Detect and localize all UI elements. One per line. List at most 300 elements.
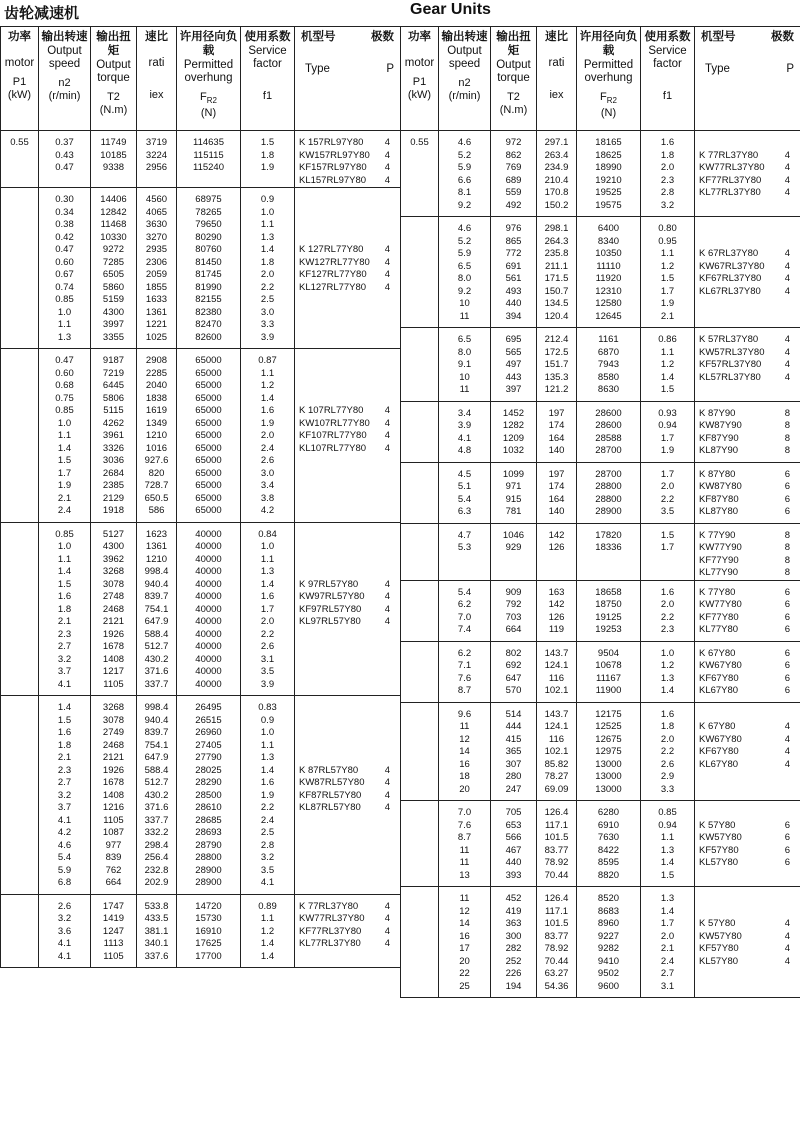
- overhung-value: 40000: [195, 591, 222, 602]
- speed-cell: [439, 702, 491, 801]
- speed-value: 0.75: [55, 392, 74, 404]
- model-poles: 6: [784, 624, 790, 635]
- overhung-value: 15730: [195, 913, 222, 924]
- model-poles: 6: [784, 819, 790, 831]
- torque-value: 2468: [102, 603, 125, 615]
- header-motor: 功率 motor P1 (kW): [401, 27, 439, 131]
- ratio-value: 121.2: [544, 384, 569, 395]
- service-value: 2.8: [260, 839, 275, 851]
- torque-value: 247: [505, 783, 522, 795]
- model-item: [299, 257, 400, 270]
- model-type: K 77Y80: [699, 586, 736, 598]
- overhung-value: 28700: [595, 445, 622, 456]
- model-type: KF107RL77Y80: [299, 430, 367, 441]
- overhung-value: 68975: [195, 194, 222, 205]
- model-poles: 6: [784, 844, 790, 856]
- ratio-value: 1221: [145, 319, 168, 330]
- model-cell: [695, 523, 800, 580]
- ratio-value: 1633: [145, 294, 168, 305]
- speed-value: 1.8: [57, 603, 72, 615]
- overhung-value: 8960: [597, 918, 620, 929]
- service-value: 2.2: [260, 281, 275, 293]
- service-value: 1.4: [260, 244, 275, 255]
- model-poles: 4: [784, 733, 790, 745]
- speed-value: 1.4: [57, 566, 72, 577]
- model-poles: 4: [384, 174, 390, 186]
- model-item: [699, 759, 800, 772]
- model-poles: 4: [384, 244, 390, 255]
- service-value: 2.0: [260, 430, 275, 441]
- speed-value: 9.6: [457, 708, 472, 720]
- service-value: 1.7: [660, 432, 675, 444]
- speed-value: 14: [459, 746, 470, 757]
- model-type: KL77RL37Y80: [299, 938, 361, 949]
- service-value: 1.2: [260, 925, 275, 937]
- ratio-value: 340.1: [144, 938, 169, 949]
- motor-power-cell: [401, 328, 439, 402]
- ratio-value: 371.6: [144, 666, 169, 677]
- overhung-value: 8340: [597, 235, 620, 247]
- model-item: [699, 420, 800, 433]
- service-value: 1.0: [260, 541, 275, 552]
- torque-value: 440: [505, 298, 522, 309]
- torque-value: 6505: [102, 269, 125, 280]
- model-item: [699, 530, 800, 543]
- overhung-value: 12175: [595, 708, 622, 720]
- ratio-value: 54.36: [544, 980, 569, 992]
- overhung-value: 1161: [598, 334, 619, 345]
- overhung-value: 18336: [595, 542, 622, 553]
- model-type: K 57Y80: [699, 918, 736, 929]
- model-poles: 4: [784, 359, 790, 370]
- service-value: 1.1: [260, 913, 275, 924]
- torque-cell: [491, 217, 537, 328]
- service-value: 1.3: [260, 231, 275, 243]
- ratio-value: 998.4: [144, 702, 169, 713]
- ratio-cell: [137, 131, 177, 188]
- ratio-value: 2306: [145, 256, 168, 268]
- gear-table-right: [400, 26, 800, 998]
- torque-value: 839: [105, 852, 122, 863]
- torque-value: 12842: [100, 206, 127, 218]
- service-value: 1.8: [660, 149, 675, 161]
- model-poles: 4: [784, 285, 790, 297]
- torque-value: 689: [505, 174, 522, 186]
- ratio-value: 371.6: [144, 802, 169, 813]
- torque-cell: [491, 131, 537, 217]
- overhung-cell: [177, 522, 241, 696]
- overhung-value: 13000: [595, 783, 622, 795]
- model-poles: 4: [384, 281, 390, 293]
- overhung-value: 18750: [595, 599, 622, 610]
- model-poles: 4: [784, 346, 790, 358]
- torque-value: 2121: [102, 752, 125, 763]
- model-type: KW77Y90: [699, 542, 742, 553]
- ratio-value: 101.5: [544, 832, 569, 843]
- model-type: KF87RL57Y80: [299, 789, 362, 801]
- torque-value: 440: [505, 857, 522, 868]
- ratio-value: 298.1: [544, 223, 569, 234]
- model-cell: [295, 131, 401, 188]
- header-model: 机型号 极数 Type P: [295, 27, 401, 131]
- ratio-value: 332.2: [144, 827, 169, 838]
- model-item: [699, 832, 800, 845]
- model-poles: 6: [784, 672, 790, 684]
- motor-power-cell: [401, 580, 439, 641]
- ratio-value: 170.8: [544, 187, 569, 198]
- torque-cell: [91, 349, 137, 523]
- model-poles: 4: [384, 925, 390, 937]
- model-type: KF157RL97Y80: [299, 162, 367, 173]
- model-type: K 157RL97Y80: [299, 137, 364, 148]
- model-poles: 4: [384, 405, 390, 416]
- model-poles: 4: [384, 777, 390, 788]
- model-type: KW67RL37Y80: [699, 260, 765, 272]
- model-poles: 4: [784, 943, 790, 954]
- model-type: KF77RL37Y80: [299, 925, 362, 937]
- speed-value: 5.9: [57, 864, 72, 876]
- service-value: 0.95: [658, 235, 677, 247]
- torque-cell: [491, 401, 537, 462]
- overhung-value: 40000: [195, 653, 222, 665]
- model-item: [699, 660, 800, 673]
- service-cell: [641, 462, 695, 523]
- service-cell: [641, 641, 695, 702]
- torque-cell: [491, 641, 537, 702]
- service-value: 0.84: [258, 528, 277, 540]
- model-poles: 6: [784, 857, 790, 868]
- overhung-value: 40000: [195, 678, 222, 690]
- overhung-value: 79650: [195, 219, 222, 230]
- overhung-value: 6910: [597, 819, 620, 831]
- model-type: KF57Y80: [699, 844, 739, 856]
- overhung-value: 16910: [195, 925, 222, 937]
- torque-value: 1408: [102, 653, 125, 665]
- service-value: 2.3: [660, 174, 675, 186]
- speed-value: 1.8: [57, 739, 72, 751]
- model-poles: 6: [784, 599, 790, 610]
- model-poles: 6: [784, 611, 790, 623]
- torque-value: 1678: [102, 641, 125, 652]
- model-type: KW107RL77Y80: [299, 417, 370, 429]
- ratio-value: 4560: [145, 194, 168, 205]
- overhung-value: 9600: [597, 980, 620, 992]
- service-value: 3.5: [260, 864, 275, 876]
- model-cell: [695, 401, 800, 462]
- model-item: [699, 261, 800, 274]
- service-value: 1.5: [660, 529, 675, 541]
- group-row: [1, 131, 401, 188]
- header-motor: 功率 motor P1 (kW): [1, 27, 39, 131]
- speed-value: 0.47: [55, 355, 74, 366]
- speed-value: 4.8: [457, 445, 472, 456]
- speed-value: 0.68: [55, 380, 74, 391]
- ratio-value: 174: [548, 481, 565, 492]
- group-row: [401, 887, 800, 998]
- ratio-value: 83.77: [544, 844, 569, 856]
- ratio-value: 1016: [145, 442, 168, 454]
- model-item: [699, 494, 800, 507]
- speed-value: 2.1: [57, 492, 72, 504]
- speed-value: 4.1: [57, 950, 72, 962]
- overhung-value: 114635: [193, 137, 224, 148]
- speed-value: 3.2: [57, 913, 72, 924]
- torque-value: 565: [505, 346, 522, 358]
- model-item: [699, 587, 800, 600]
- model-item: [699, 359, 800, 372]
- model-item: [699, 612, 800, 625]
- overhung-value: 115240: [193, 162, 224, 173]
- overhung-value: 12975: [595, 746, 622, 757]
- overhung-value: 65000: [195, 392, 222, 404]
- overhung-value: 65000: [195, 455, 222, 466]
- ratio-cell: [137, 188, 177, 349]
- service-value: 1.1: [660, 346, 675, 358]
- ratio-value: 140: [548, 445, 565, 456]
- service-value: 2.0: [260, 269, 275, 280]
- model-item: [299, 175, 400, 188]
- header-torque: 输出扭矩 Output torque T2 (N.m): [491, 27, 537, 131]
- model-item: [699, 555, 800, 568]
- speed-value: 0.85: [55, 405, 74, 416]
- model-item: [299, 604, 400, 617]
- model-item: [699, 372, 800, 385]
- motor-power-cell: [1, 349, 39, 523]
- torque-value: 5159: [102, 294, 125, 305]
- ratio-value: 3719: [145, 137, 168, 148]
- model-poles: 4: [784, 371, 790, 383]
- overhung-value: 40000: [195, 553, 222, 565]
- service-value: 2.2: [660, 746, 675, 757]
- overhung-value: 40000: [195, 528, 222, 540]
- model-poles: 4: [384, 149, 390, 161]
- ratio-value: 1025: [145, 331, 168, 343]
- overhung-value: 65000: [195, 367, 222, 379]
- ratio-value: 3630: [145, 219, 168, 230]
- speed-value: 5.9: [457, 162, 472, 173]
- torque-value: 9338: [102, 162, 125, 173]
- overhung-value: 17700: [195, 950, 222, 962]
- speed-cell: [39, 522, 91, 696]
- service-value: 3.0: [260, 467, 275, 479]
- table-body: [401, 131, 800, 998]
- torque-value: 802: [505, 647, 522, 659]
- model-type: KF77Y90: [699, 554, 739, 566]
- ratio-value: 2040: [145, 380, 168, 391]
- service-value: 1.3: [660, 844, 675, 856]
- torque-value: 692: [505, 660, 522, 671]
- service-value: 2.5: [260, 294, 275, 305]
- model-poles: 4: [784, 162, 790, 173]
- model-poles: 4: [784, 955, 790, 967]
- speed-value: 0.30: [55, 194, 74, 205]
- model-poles: 4: [384, 603, 390, 615]
- ratio-value: 197: [548, 468, 565, 480]
- overhung-value: 9502: [597, 968, 620, 979]
- model-type: KL67Y80: [699, 758, 739, 770]
- service-value: 0.94: [658, 819, 677, 831]
- torque-value: 397: [505, 384, 522, 395]
- model-type: KW87Y90: [699, 420, 742, 431]
- overhung-value: 26495: [195, 702, 222, 713]
- service-value: 3.3: [260, 319, 275, 330]
- motor-power-cell: 0.55: [401, 131, 439, 217]
- model-cell: [295, 188, 401, 349]
- header-model: 机型号 极数 Type P: [695, 27, 800, 131]
- speed-value: 6.5: [457, 260, 472, 272]
- model-item: [299, 137, 400, 150]
- service-value: 1.9: [260, 789, 275, 801]
- model-item: [699, 734, 800, 747]
- group-row: [401, 131, 800, 217]
- model-type: KF87Y90: [699, 432, 739, 444]
- model-item: [699, 506, 800, 519]
- model-item: [299, 282, 400, 295]
- overhung-value: 82380: [195, 306, 222, 318]
- model-item: [299, 162, 400, 175]
- model-poles: 4: [384, 162, 390, 173]
- torque-value: 1113: [103, 938, 124, 949]
- overhung-value: 9410: [597, 955, 620, 967]
- service-value: 1.6: [260, 405, 275, 416]
- model-poles: 4: [384, 430, 390, 441]
- speed-value: 3.2: [57, 789, 72, 801]
- overhung-cell: [177, 349, 241, 523]
- torque-value: 11468: [100, 219, 127, 230]
- model-type: KW57RL37Y80: [699, 346, 765, 358]
- group-row: [401, 523, 800, 580]
- speed-value: 3.4: [457, 407, 472, 419]
- ratio-value: 2956: [145, 162, 168, 173]
- speed-value: 4.1: [57, 678, 72, 690]
- speed-cell: [439, 328, 491, 402]
- service-value: 3.5: [660, 506, 675, 517]
- model-item: [299, 777, 400, 790]
- torque-value: 4300: [102, 306, 125, 318]
- service-value: 1.8: [260, 256, 275, 268]
- model-poles: 4: [784, 721, 790, 732]
- torque-cell: [491, 887, 537, 998]
- torque-value: 3962: [102, 553, 125, 565]
- overhung-value: 40000: [195, 541, 222, 552]
- model-poles: 4: [384, 442, 390, 454]
- ratio-value: 4065: [145, 206, 168, 218]
- ratio-value: 164: [548, 493, 565, 505]
- service-value: 1.4: [660, 857, 675, 868]
- speed-value: 6.2: [457, 647, 472, 659]
- ratio-value: 433.5: [144, 913, 169, 924]
- overhung-value: 28900: [195, 864, 222, 876]
- service-cell: [241, 131, 295, 188]
- overhung-cell: [577, 702, 641, 801]
- model-type: KW67Y80: [699, 733, 742, 745]
- model-cell: [695, 801, 800, 887]
- service-value: 3.4: [260, 480, 275, 491]
- speed-value: 5.4: [457, 586, 472, 598]
- model-item: [299, 616, 400, 629]
- ratio-value: 232.8: [144, 864, 169, 876]
- overhung-value: 78265: [195, 206, 222, 218]
- speed-cell: [439, 131, 491, 217]
- service-value: 1.5: [260, 137, 275, 148]
- service-value: 2.4: [260, 814, 275, 826]
- model-poles: 4: [784, 149, 790, 161]
- speed-value: 12: [459, 905, 470, 917]
- model-poles: 8: [784, 420, 790, 431]
- speed-value: 0.74: [55, 281, 74, 293]
- speed-cell: [439, 801, 491, 887]
- header-speed: 输出转速 Output speed n2 (r/min): [439, 27, 491, 131]
- model-poles: 4: [384, 616, 390, 627]
- ratio-value: 1838: [145, 392, 168, 404]
- service-value: 1.5: [660, 869, 675, 881]
- overhung-value: 8683: [597, 905, 620, 917]
- ratio-value: 588.4: [144, 628, 169, 640]
- service-value: 1.4: [260, 938, 275, 949]
- ratio-value: 586: [148, 505, 165, 516]
- speed-value: 20: [459, 783, 470, 795]
- speed-value: 5.4: [57, 852, 72, 863]
- overhung-value: 65000: [195, 442, 222, 454]
- service-value: 1.1: [660, 832, 675, 843]
- ratio-value: 85.82: [544, 758, 569, 770]
- model-poles: 4: [784, 260, 790, 272]
- service-value: 1.7: [660, 285, 675, 297]
- speed-value: 0.85: [55, 294, 74, 305]
- ratio-value: 512.7: [144, 641, 169, 652]
- ratio-value: 69.09: [544, 783, 569, 795]
- speed-value: 6.8: [57, 877, 72, 888]
- ratio-value: 430.2: [144, 789, 169, 801]
- group-row: [1, 522, 401, 696]
- header-torque: 输出扭矩 Output torque T2 (N.m): [91, 27, 137, 131]
- speed-cell: [39, 894, 91, 968]
- torque-value: 10185: [100, 149, 127, 161]
- ratio-value: 754.1: [144, 603, 169, 615]
- overhung-value: 65000: [195, 405, 222, 416]
- model-cell: [695, 702, 800, 801]
- ratio-value: 63.27: [544, 968, 569, 979]
- service-value: 1.5: [660, 384, 675, 395]
- header-overhung: 许用径向负载 Permitted overhung $F_{R2}$ (N): [577, 27, 641, 131]
- model-cell: [695, 328, 800, 402]
- model-poles: 4: [784, 174, 790, 186]
- torque-cell: [91, 894, 137, 968]
- ratio-value: 211.1: [544, 260, 569, 272]
- ratio-value: 263.4: [544, 149, 569, 161]
- service-value: 2.7: [660, 968, 675, 979]
- model-item: [699, 567, 800, 580]
- torque-value: 5806: [102, 392, 125, 404]
- ratio-value: 297.1: [544, 137, 569, 148]
- ratio-value: 754.1: [144, 739, 169, 751]
- torque-value: 566: [505, 832, 522, 843]
- torque-value: 977: [105, 839, 122, 851]
- speed-value: 3.2: [57, 653, 72, 665]
- service-value: 3.3: [660, 783, 675, 795]
- ratio-value: 2908: [145, 355, 168, 366]
- title-en: Gear Units: [410, 1, 491, 18]
- torque-value: 703: [505, 611, 522, 623]
- speed-value: 0.47: [55, 162, 74, 173]
- speed-value: 8.0: [457, 273, 472, 284]
- service-value: 1.4: [660, 371, 675, 383]
- overhung-value: 18990: [595, 162, 622, 173]
- model-type: KF67Y80: [699, 746, 739, 757]
- speed-value: 1.0: [57, 306, 72, 318]
- header-service: 使用系数 Service factor f1: [241, 27, 295, 131]
- overhung-value: 19125: [595, 611, 622, 623]
